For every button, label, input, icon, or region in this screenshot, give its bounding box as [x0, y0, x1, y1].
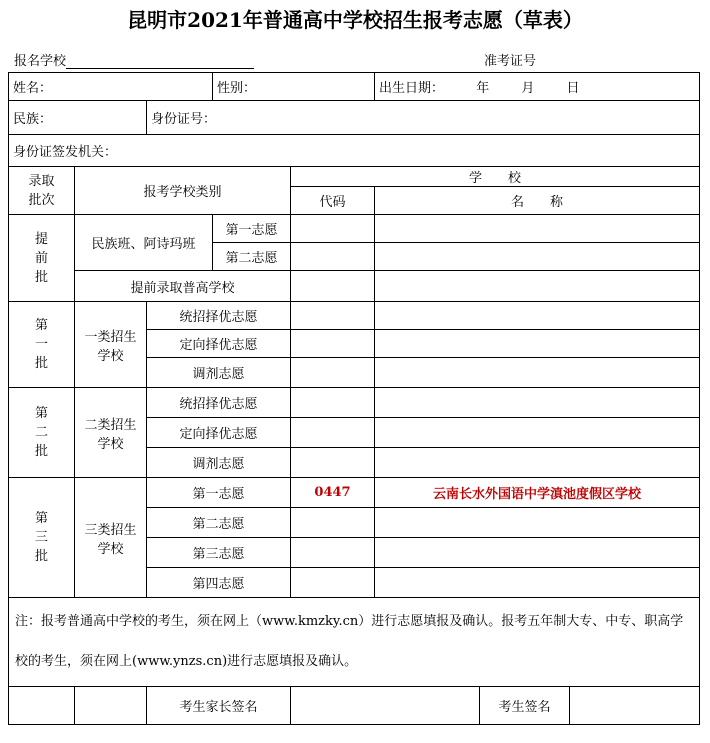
row-name-gender-birth — [9, 73, 700, 101]
code-header: 代码 — [291, 187, 375, 215]
signature-blank-cell — [9, 687, 75, 725]
second-batch-cell: 第 二 批 — [9, 388, 75, 478]
issuer-cell[interactable] — [9, 135, 700, 167]
choice-label: 第一志愿 — [213, 215, 291, 243]
note-text: 注：报考普通高中学校的考生，须在网上（www.kmzky.cn）进行志愿填报及确认。报考五年制大专、中专、职高学校的考生，须在网上(www.ynzs.cn)进行志愿填报及确认。 — [9, 598, 700, 687]
code-cell[interactable] — [291, 418, 375, 448]
choice-label: 第三志愿 — [147, 538, 291, 568]
early-admission-group: 提前录取普高学校 — [75, 271, 291, 302]
id-cell[interactable] — [147, 101, 700, 135]
school-name-cell[interactable] — [375, 215, 700, 243]
choice-label: 第一志愿 — [147, 478, 291, 508]
signature-row — [9, 687, 700, 725]
id-label: 身份证号： — [151, 112, 217, 127]
name-label: 姓名： — [13, 81, 53, 96]
code-cell[interactable] — [291, 508, 375, 538]
birth-year: 年 — [476, 81, 490, 96]
category-cell: 一类招生学校 — [75, 302, 147, 388]
school-name-cell[interactable] — [375, 568, 700, 598]
choice-label: 第二志愿 — [147, 508, 291, 538]
parent-signature-field[interactable] — [291, 687, 480, 725]
school-name-cell[interactable] — [375, 271, 700, 302]
code-cell[interactable] — [291, 302, 375, 330]
name-cell[interactable] — [9, 73, 213, 101]
code-cell[interactable] — [291, 358, 375, 388]
early-batch-cell: 提 前 批 — [9, 215, 75, 302]
birth-day: 日 — [566, 81, 580, 96]
choice-label: 统招择优志愿 — [147, 302, 291, 330]
code-cell[interactable] — [291, 388, 375, 418]
school-header: 学 校 — [291, 167, 700, 187]
signature-blank-cell — [75, 687, 147, 725]
category-cell: 二类招生学校 — [75, 388, 147, 478]
school-name-cell[interactable] — [375, 448, 700, 478]
code-cell[interactable] — [291, 215, 375, 243]
birth-cell[interactable] — [375, 73, 700, 101]
choice-label: 定向择优志愿 — [147, 418, 291, 448]
school-name-cell[interactable] — [375, 388, 700, 418]
school-name-cell[interactable] — [375, 330, 700, 358]
code-cell[interactable] — [291, 538, 375, 568]
header-row-1 — [9, 167, 700, 187]
code-cell[interactable] — [291, 568, 375, 598]
issuer-label: 身份证签发机关： — [13, 145, 118, 160]
application-form-table — [8, 72, 700, 725]
school-name-cell[interactable] — [375, 538, 700, 568]
choice-label: 第二志愿 — [213, 243, 291, 271]
ethnic-class-group: 民族班、阿诗玛班 — [75, 215, 213, 271]
school-name-cell[interactable] — [375, 243, 700, 271]
exam-no-label: 准考证号 — [484, 54, 537, 69]
table-row — [9, 388, 700, 418]
school-field — [14, 50, 254, 69]
code-cell[interactable] — [291, 330, 375, 358]
category-header: 报考学校类别 — [75, 167, 291, 215]
parent-signature-label: 考生家长签名 — [147, 687, 291, 725]
code-cell[interactable] — [291, 243, 375, 271]
school-name-cell[interactable] — [375, 358, 700, 388]
table-row — [9, 302, 700, 330]
student-signature-field[interactable] — [570, 687, 700, 725]
ethnicity-cell[interactable] — [9, 101, 147, 135]
note-row — [9, 598, 700, 687]
gender-label: 性别： — [217, 81, 257, 96]
code-cell[interactable] — [291, 271, 375, 302]
school-name-cell[interactable] — [375, 508, 700, 538]
first-batch-cell: 第 一 批 — [9, 302, 75, 388]
row-ethnicity-id — [9, 101, 700, 135]
choice-label: 调剂志愿 — [147, 448, 291, 478]
name-header: 名 称 — [375, 187, 700, 215]
third-batch-cell: 第 三 批 — [9, 478, 75, 598]
choice-label: 第四志愿 — [147, 568, 291, 598]
choice-label: 定向择优志愿 — [147, 330, 291, 358]
school-name-cell[interactable]: 云南长水外国语中学滇池度假区学校 — [375, 478, 700, 508]
table-row — [9, 215, 700, 243]
table-row — [9, 271, 700, 302]
birth-month: 月 — [521, 81, 535, 96]
choice-label: 统招择优志愿 — [147, 388, 291, 418]
student-signature-label: 考生签名 — [480, 687, 570, 725]
category-cell: 三类招生学校 — [75, 478, 147, 598]
school-label: 报名学校 — [14, 54, 67, 69]
batch-header: 录取 批次 — [9, 167, 75, 215]
code-cell[interactable]: 0447 — [291, 478, 375, 508]
ethnicity-label: 民族： — [13, 112, 53, 127]
code-cell[interactable] — [291, 448, 375, 478]
school-name-cell[interactable] — [375, 302, 700, 330]
school-name-cell[interactable] — [375, 418, 700, 448]
gender-cell[interactable] — [213, 73, 375, 101]
page-title: 昆明市2021年普通高中学校招生报考志愿（草表） — [127, 8, 583, 32]
choice-label: 调剂志愿 — [147, 358, 291, 388]
school-input-line[interactable] — [66, 54, 254, 69]
birth-label: 出生日期： — [379, 81, 445, 96]
table-row — [9, 478, 700, 508]
row-issuer — [9, 135, 700, 167]
